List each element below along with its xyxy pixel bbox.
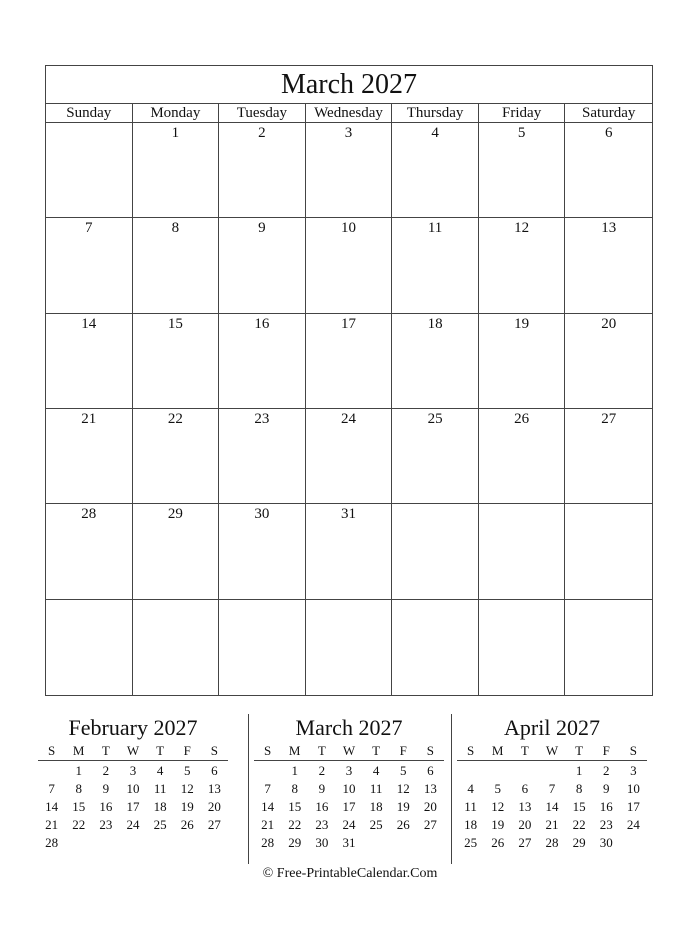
mini-day: 19 bbox=[396, 799, 410, 814]
mini-day: 26 bbox=[396, 817, 410, 832]
mini-day: 7 bbox=[548, 781, 556, 796]
mini-day bbox=[457, 762, 484, 780]
mini-day: 28 bbox=[545, 835, 559, 850]
mini-day bbox=[363, 834, 390, 852]
mini-weekday-label: S bbox=[47, 743, 56, 758]
mini-day: 21 bbox=[45, 817, 59, 832]
mini-weekday-label: F bbox=[602, 743, 610, 758]
mini-day: 13 bbox=[423, 781, 437, 796]
mini-day: 16 bbox=[315, 799, 329, 814]
mini-day: 23 bbox=[99, 817, 113, 832]
mini-day: 8 bbox=[575, 781, 583, 796]
mini-calendar-march bbox=[254, 714, 444, 852]
weekday-label: Saturday bbox=[582, 105, 636, 121]
weekday-header-row bbox=[46, 104, 652, 123]
mini-day bbox=[417, 834, 444, 852]
mini-day: 12 bbox=[491, 799, 505, 814]
mini-calendar-title: March 2027 bbox=[295, 715, 403, 740]
mini-day: 17 bbox=[342, 799, 356, 814]
mini-day: 21 bbox=[261, 817, 275, 832]
mini-day: 26 bbox=[491, 835, 505, 850]
mini-day: 15 bbox=[572, 799, 586, 814]
day-cell: 12 bbox=[479, 218, 566, 313]
mini-weekday-label: S bbox=[426, 743, 435, 758]
mini-day: 14 bbox=[545, 799, 559, 814]
mini-day: 29 bbox=[288, 835, 302, 850]
mini-day: 7 bbox=[264, 781, 271, 796]
day-cell bbox=[392, 600, 479, 695]
mini-day: 2 bbox=[603, 763, 610, 778]
mini-day: 3 bbox=[345, 763, 353, 778]
day-cell bbox=[565, 600, 652, 695]
mini-day: 20 bbox=[518, 817, 532, 832]
mini-day bbox=[65, 834, 92, 852]
mini-day: 18 bbox=[153, 799, 167, 814]
day-cell: 20 bbox=[565, 314, 652, 409]
mini-day: 7 bbox=[48, 781, 55, 796]
weekday-label: Sunday bbox=[46, 104, 133, 122]
main-calendar-title: March 2027 bbox=[46, 66, 652, 104]
mini-day: 5 bbox=[400, 763, 407, 778]
footer-credit: © Free-PrintableCalendar.Com bbox=[262, 866, 438, 881]
mini-day bbox=[38, 762, 65, 780]
column-divider bbox=[248, 714, 249, 864]
day-cell bbox=[565, 504, 652, 599]
day-cell bbox=[306, 600, 393, 695]
mini-weekday-label: F bbox=[399, 743, 407, 758]
mini-weekday-label: M bbox=[288, 743, 301, 758]
mini-day bbox=[201, 834, 228, 852]
day-cell bbox=[219, 600, 306, 695]
day-cell: 19 bbox=[479, 314, 566, 409]
mini-day: 5 bbox=[184, 763, 191, 778]
mini-day: 17 bbox=[126, 799, 140, 814]
mini-weekday-label: W bbox=[342, 743, 356, 758]
day-cell: 13 bbox=[565, 218, 652, 313]
mini-calendar-april bbox=[457, 714, 647, 852]
mini-day: 22 bbox=[72, 817, 86, 832]
mini-calendar-title: April 2027 bbox=[504, 715, 600, 740]
mini-day: 21 bbox=[545, 817, 559, 832]
mini-day-grid bbox=[38, 761, 228, 852]
day-cell: 11 bbox=[392, 218, 479, 313]
weekday-label: Friday bbox=[479, 104, 566, 122]
mini-day-grid bbox=[457, 761, 647, 852]
mini-weekday-label: T bbox=[317, 743, 326, 758]
day-cell bbox=[133, 600, 220, 695]
mini-day: 1 bbox=[75, 763, 82, 778]
day-cell: 31 bbox=[306, 504, 393, 599]
mini-day: 24 bbox=[626, 817, 640, 832]
mini-day: 28 bbox=[261, 835, 275, 850]
mini-weekday-row bbox=[38, 742, 228, 761]
day-cell: 4 bbox=[392, 123, 479, 218]
day-cell bbox=[46, 123, 133, 218]
column-divider bbox=[451, 714, 452, 864]
mini-day: 2 bbox=[102, 763, 110, 778]
day-cell: 18 bbox=[392, 314, 479, 409]
day-cell: 25 bbox=[392, 409, 479, 504]
mini-day: 11 bbox=[369, 781, 383, 796]
mini-weekday-label: W bbox=[545, 743, 559, 758]
weekday-label: Thursday bbox=[392, 104, 479, 122]
day-cell: 22 bbox=[133, 409, 220, 504]
mini-weekday-label: T bbox=[575, 743, 584, 758]
day-cell: 21 bbox=[46, 409, 133, 504]
mini-day: 6 bbox=[521, 781, 529, 796]
mini-day: 16 bbox=[599, 799, 613, 814]
mini-day bbox=[147, 834, 174, 852]
day-cell: 28 bbox=[46, 504, 133, 599]
day-cell: 23 bbox=[219, 409, 306, 504]
mini-day: 30 bbox=[315, 835, 329, 850]
mini-day: 19 bbox=[491, 817, 505, 832]
day-cell: 26 bbox=[479, 409, 566, 504]
mini-day: 8 bbox=[75, 781, 82, 796]
mini-day: 23 bbox=[599, 817, 613, 832]
mini-day: 13 bbox=[207, 781, 221, 796]
mini-weekday-label: S bbox=[263, 743, 272, 758]
mini-day: 22 bbox=[572, 817, 586, 832]
day-cell: 30 bbox=[219, 504, 306, 599]
mini-day: 4 bbox=[156, 763, 164, 778]
weekday-label: Tuesday bbox=[219, 104, 306, 122]
day-cell: 10 bbox=[306, 218, 393, 313]
weekday-label: Wednesday bbox=[306, 104, 393, 122]
mini-day: 27 bbox=[518, 835, 532, 850]
mini-day bbox=[538, 762, 565, 780]
day-cell: 27 bbox=[565, 409, 652, 504]
mini-day: 25 bbox=[464, 835, 478, 850]
mini-day-grid bbox=[254, 761, 444, 852]
mini-day: 15 bbox=[72, 799, 86, 814]
day-cell: 8 bbox=[133, 218, 220, 313]
mini-weekday-label: F bbox=[183, 743, 191, 758]
mini-day: 20 bbox=[423, 799, 437, 814]
mini-calendar-february bbox=[38, 714, 228, 852]
mini-day: 25 bbox=[153, 817, 167, 832]
mini-day bbox=[620, 834, 647, 852]
mini-day: 2 bbox=[318, 763, 326, 778]
day-cell bbox=[479, 600, 566, 695]
mini-day: 10 bbox=[126, 781, 140, 796]
mini-day: 23 bbox=[315, 817, 329, 832]
mini-day: 4 bbox=[467, 781, 474, 796]
mini-day: 30 bbox=[599, 835, 613, 850]
mini-weekday-row bbox=[457, 742, 647, 761]
mini-day bbox=[254, 762, 281, 780]
mini-day: 6 bbox=[427, 763, 434, 778]
mini-day: 8 bbox=[291, 781, 298, 796]
day-cell: 15 bbox=[133, 314, 220, 409]
mini-day: 18 bbox=[369, 799, 383, 814]
mini-day bbox=[119, 834, 146, 852]
day-cell: 17 bbox=[306, 314, 393, 409]
mini-day: 10 bbox=[626, 781, 640, 796]
mini-day bbox=[484, 762, 511, 780]
mini-day: 1 bbox=[291, 763, 298, 778]
mini-weekday-label: T bbox=[372, 743, 381, 758]
mini-day: 12 bbox=[396, 781, 410, 796]
day-cell: 2 bbox=[219, 123, 306, 218]
mini-day: 27 bbox=[423, 817, 437, 832]
mini-day: 17 bbox=[626, 799, 640, 814]
main-calendar bbox=[45, 65, 653, 696]
mini-day bbox=[390, 834, 417, 852]
mini-weekday-label: S bbox=[629, 743, 638, 758]
day-cell: 7 bbox=[46, 218, 133, 313]
mini-day: 1 bbox=[575, 763, 583, 778]
mini-weekday-label: S bbox=[210, 743, 219, 758]
mini-day: 9 bbox=[318, 781, 326, 796]
mini-day bbox=[174, 834, 201, 852]
mini-day: 6 bbox=[211, 763, 218, 778]
mini-weekday-label: M bbox=[72, 743, 85, 758]
mini-day: 20 bbox=[207, 799, 221, 814]
day-cell: 16 bbox=[219, 314, 306, 409]
mini-day: 16 bbox=[99, 799, 113, 814]
mini-day: 3 bbox=[630, 763, 637, 778]
mini-day: 9 bbox=[603, 781, 610, 796]
mini-weekday-label: M bbox=[491, 743, 504, 758]
mini-day bbox=[511, 762, 538, 780]
mini-day: 12 bbox=[180, 781, 194, 796]
day-cell: 29 bbox=[133, 504, 220, 599]
mini-day: 11 bbox=[464, 799, 477, 814]
day-cell bbox=[479, 504, 566, 599]
mini-day: 3 bbox=[129, 763, 137, 778]
day-cell: 9 bbox=[219, 218, 306, 313]
mini-weekday-row bbox=[254, 742, 444, 761]
mini-day: 4 bbox=[372, 763, 380, 778]
day-cell: 1 bbox=[133, 123, 220, 218]
day-cell bbox=[392, 504, 479, 599]
mini-day: 31 bbox=[342, 835, 356, 850]
mini-day: 26 bbox=[180, 817, 194, 832]
mini-day: 11 bbox=[153, 781, 167, 796]
day-cell: 3 bbox=[306, 123, 393, 218]
mini-day: 10 bbox=[342, 781, 356, 796]
mini-day: 25 bbox=[369, 817, 383, 832]
mini-day: 15 bbox=[288, 799, 302, 814]
mini-weekday-label: T bbox=[101, 743, 110, 758]
mini-weekday-label: S bbox=[466, 743, 475, 758]
mini-calendar-title: February 2027 bbox=[68, 715, 198, 740]
day-grid bbox=[46, 123, 652, 695]
mini-day: 29 bbox=[572, 835, 586, 850]
mini-weekday-label: T bbox=[520, 743, 529, 758]
mini-day: 22 bbox=[288, 817, 302, 832]
mini-day: 24 bbox=[126, 817, 140, 832]
mini-weekday-label: T bbox=[156, 743, 165, 758]
day-cell: 6 bbox=[565, 123, 652, 218]
mini-day bbox=[92, 834, 119, 852]
mini-day: 27 bbox=[207, 817, 221, 832]
mini-day: 5 bbox=[494, 781, 501, 796]
day-cell: 24 bbox=[306, 409, 393, 504]
mini-day: 14 bbox=[261, 799, 275, 814]
weekday-label: Monday bbox=[133, 104, 220, 122]
mini-day: 14 bbox=[45, 799, 59, 814]
day-cell: 5 bbox=[479, 123, 566, 218]
mini-day: 18 bbox=[464, 817, 478, 832]
mini-day: 19 bbox=[180, 799, 194, 814]
day-cell bbox=[46, 600, 133, 695]
mini-day: 24 bbox=[342, 817, 356, 832]
mini-day: 9 bbox=[102, 781, 110, 796]
mini-day: 13 bbox=[518, 799, 532, 814]
mini-weekday-label: W bbox=[126, 743, 140, 758]
day-cell: 14 bbox=[46, 314, 133, 409]
mini-day: 28 bbox=[45, 835, 59, 850]
